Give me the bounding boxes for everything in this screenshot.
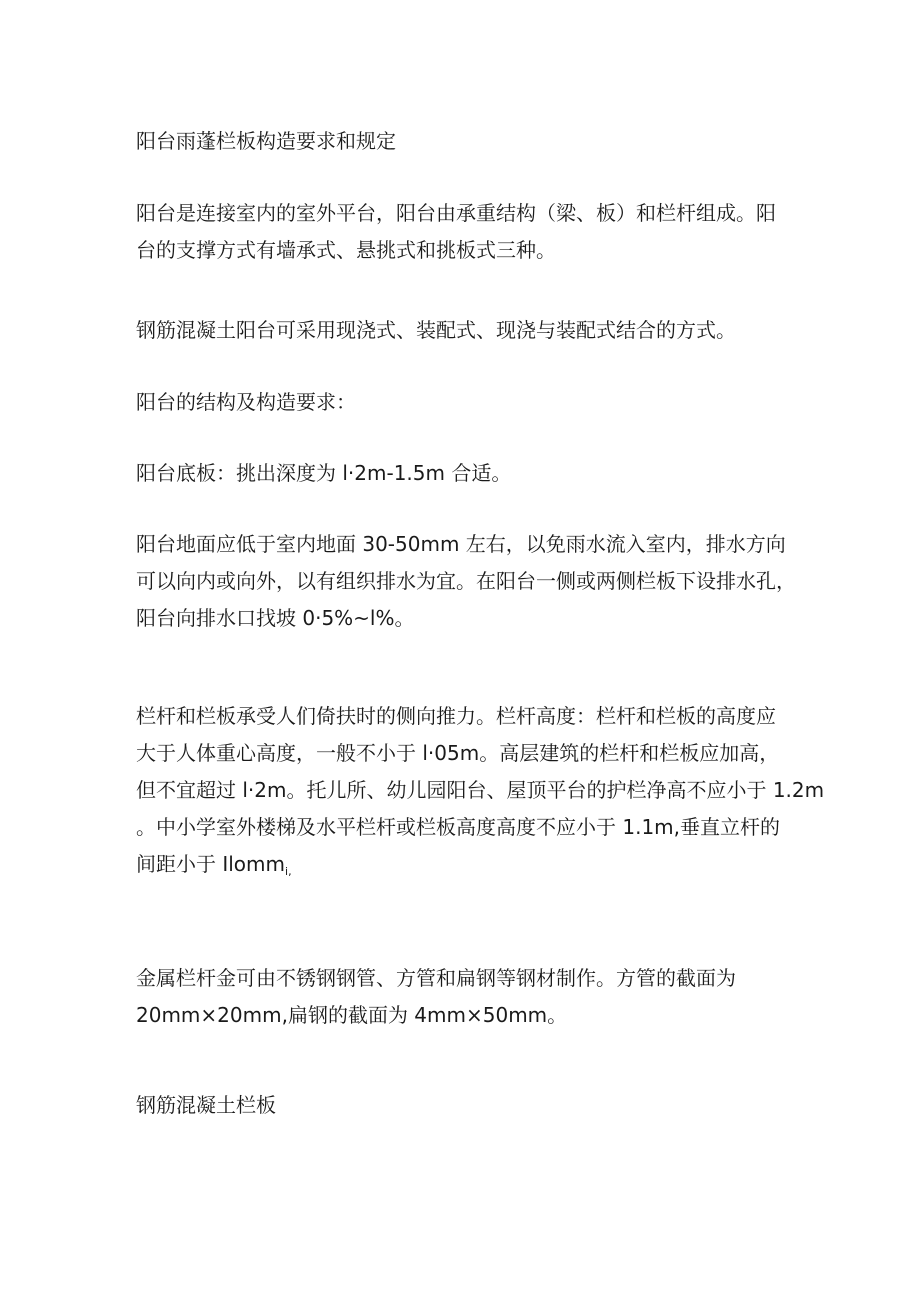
text-line: 金属栏杆金可由不锈钢钢管、方管和扁钢等钢材制作。方管的截面为 bbox=[136, 966, 736, 990]
text-line: 。中小学室外楼梯及水平栏杆或栏板高度高度不应小于 1.1m,垂直立杆的 bbox=[136, 815, 781, 839]
text-line: 但不宜超过 l·2m。托儿所、幼儿园阳台、屋顶平台的护栏净高不应小于 1.2m bbox=[136, 778, 825, 802]
text-line bbox=[136, 846, 816, 890]
paragraph-railing-height bbox=[136, 698, 825, 890]
paragraph-balcony-definition bbox=[136, 195, 816, 269]
paragraph-metal-railing bbox=[136, 960, 816, 1034]
paragraph-structure-heading bbox=[136, 384, 816, 421]
text-subscript: i, bbox=[285, 865, 292, 878]
text-line: 阳台向排水口找坡 0·5%~l%。 bbox=[136, 606, 415, 630]
paragraph-drainage bbox=[136, 526, 816, 637]
text-line: 阳台地面应低于室内地面 30-50mm 左右，以免雨水流入室内，排水方向 bbox=[136, 532, 786, 556]
text-line: 台的支撑方式有墙承式、悬挑式和挑板式三种。 bbox=[136, 238, 556, 262]
text-line: 栏杆和栏板承受人们倚扶时的侧向推力。栏杆高度：栏杆和栏板的高度应 bbox=[136, 704, 776, 728]
text-line-content: 间距小于 Ilomm bbox=[136, 852, 286, 876]
text-line: 阳台的结构及构造要求： bbox=[136, 390, 356, 414]
text-line: 阳台底板：挑出深度为 l·2m-1.5m 合适。 bbox=[136, 461, 512, 485]
text-line: 钢筋混凝土阳台可采用现浇式、装配式、现浇与装配式结合的方式。 bbox=[136, 318, 736, 342]
text-line: 可以向内或向外，以有组织排水为宜。在阳台一侧或两侧栏板下设排水孔， bbox=[136, 569, 796, 593]
paragraph-construction-methods bbox=[136, 312, 816, 349]
paragraph-floor-slab bbox=[136, 455, 816, 492]
text-line: 20mm×20mm,扁钢的截面为 4mm×50mm。 bbox=[136, 1003, 568, 1027]
text-line: 钢筋混凝土栏板 bbox=[136, 1093, 276, 1117]
paragraph-concrete-panel bbox=[136, 1087, 816, 1124]
document-title: 阳台雨蓬栏板构造要求和规定 bbox=[136, 129, 396, 153]
text-line: 大于人体重心高度，一般不小于 l·05m。高层建筑的栏杆和栏板应加高， bbox=[136, 741, 780, 765]
text-line: 阳台是连接室内的室外平台，阳台由承重结构（梁、板）和栏杆组成。阳 bbox=[136, 201, 776, 225]
